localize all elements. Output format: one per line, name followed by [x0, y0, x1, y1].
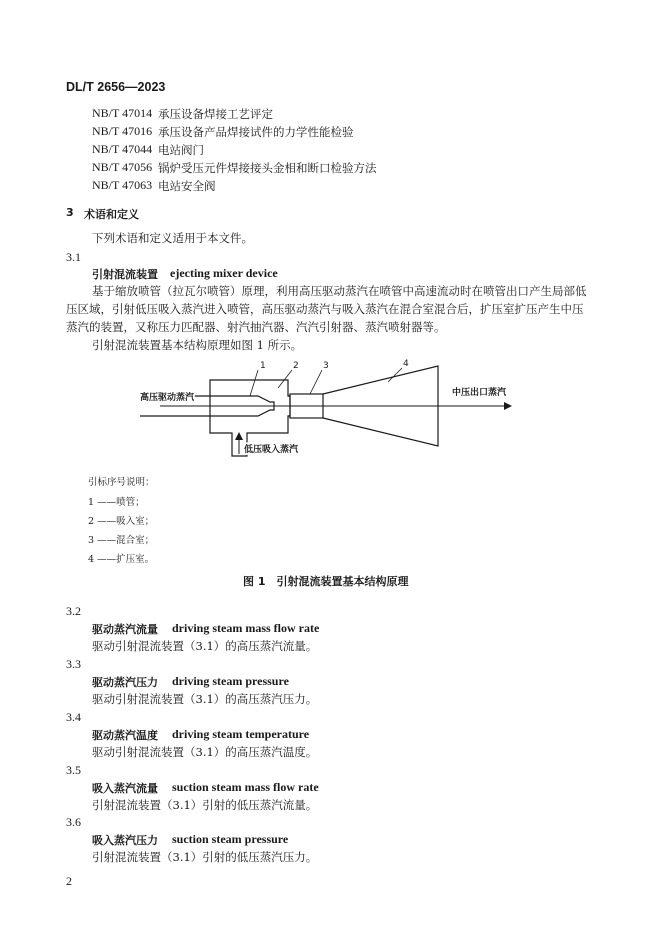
term-definition: 驱动引射混流装置（3.1）的高压蒸汽流量。 [92, 639, 318, 653]
legend-title: 引标序号说明： [88, 477, 155, 488]
figure-caption: 图 1 引射混流装置基本结构原理 [243, 575, 409, 588]
term-definition: 驱动引射混流装置（3.1）的高压蒸汽压力。 [92, 692, 318, 706]
term-zh: 驱动蒸汽流量 [92, 623, 158, 636]
label-medium-pressure: 中压出口蒸汽 [452, 388, 507, 398]
term-en: driving steam pressure [172, 674, 289, 688]
reference-code: NB/T 47056 [92, 160, 153, 174]
term-number: 3.6 [66, 815, 81, 829]
ejector-diagram [140, 358, 540, 464]
term-definition: 驱动引射混流装置（3.1）的高压蒸汽温度。 [92, 745, 318, 759]
callout-1: 1 [260, 361, 266, 371]
reference-title: 电站安全阀 [158, 179, 216, 193]
leader-line [310, 370, 322, 394]
term-zh: 驱动蒸汽温度 [92, 729, 158, 742]
reference-code: NB/T 47016 [92, 124, 153, 138]
term-en: ejecting mixer device [170, 266, 278, 280]
reference-code: NB/T 47063 [92, 178, 153, 192]
term-zh: 吸入蒸汽压力 [92, 834, 158, 847]
reference-title: 承压设备产品焊接试件的力学性能检验 [158, 125, 354, 139]
term-zh: 吸入蒸汽流量 [92, 782, 158, 795]
term-definition-line: 蒸汽的装置，又称压力匹配器、射汽抽汽器、汽汽引射器、蒸汽喷射器等。 [66, 320, 446, 334]
term-number: 3.2 [66, 604, 81, 618]
leader-line [278, 370, 292, 388]
term-en: driving steam mass flow rate [172, 621, 320, 635]
term-en: driving steam temperature [172, 727, 310, 741]
term-definition-line: 压区域，引射低压吸入蒸汽进入喷管，高压驱动蒸汽与吸入蒸汽在混合室混合后，扩压室扩压产生中压 [66, 302, 584, 316]
legend-item: 1 ——喷管； [88, 497, 145, 508]
callout-2: 2 [293, 361, 299, 371]
callout-3: 3 [323, 361, 329, 371]
callout-4: 4 [403, 359, 409, 369]
leader-line [250, 370, 258, 396]
page-number: 2 [66, 874, 72, 888]
section-number: 3 [66, 206, 74, 219]
term-en: suction steam pressure [172, 832, 289, 846]
reference-title: 锅炉受压元件焊接接头金相和断口检验方法 [158, 161, 377, 175]
reference-title: 电站阀门 [158, 143, 204, 157]
term-number: 3.1 [66, 250, 81, 264]
term-zh: 引射混流装置 [92, 268, 158, 281]
term-number: 3.5 [66, 763, 81, 777]
reference-code: NB/T 47044 [92, 142, 153, 156]
label-high-pressure: 高压驱动蒸汽 [140, 393, 195, 403]
term-definition-line: 基于缩放喷管（拉瓦尔喷管）原理，利用高压驱动蒸汽在喷管中高速流动时在喷管出口产生局部低 [92, 284, 587, 298]
standard-code: DL/T 2656—2023 [66, 80, 166, 94]
section-title: 术语和定义 [84, 208, 139, 221]
reference-code: NB/T 47014 [92, 106, 153, 120]
suction-arrow-icon [235, 432, 243, 440]
section-intro: 下列术语和定义适用于本文件。 [92, 231, 253, 245]
legend-item: 4 ——扩压室。 [88, 554, 155, 565]
term-zh: 驱动蒸汽压力 [92, 676, 158, 689]
reference-title: 承压设备焊接工艺评定 [158, 107, 273, 121]
label-low-pressure: 低压吸入蒸汽 [244, 445, 299, 455]
legend-item: 3 ——混合室； [88, 535, 155, 546]
term-definition: 引射混流装置（3.1）引射的低压蒸汽压力。 [92, 850, 318, 864]
term-number: 3.4 [66, 710, 81, 724]
legend-item: 2 ——吸入室； [88, 516, 155, 527]
term-number: 3.3 [66, 657, 81, 671]
term-definition: 引射混流装置（3.1）引射的低压蒸汽流量。 [92, 798, 318, 812]
outlet-arrow-icon [504, 402, 512, 410]
figure-reference-text: 引射混流装置基本结构原理如图 1 所示。 [92, 338, 303, 352]
term-en: suction steam mass flow rate [172, 780, 319, 794]
